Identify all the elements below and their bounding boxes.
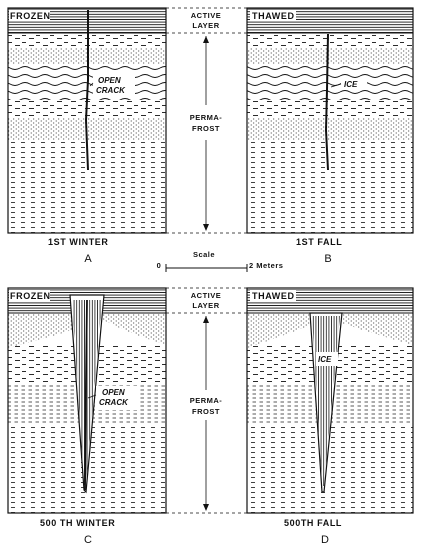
panel-d-crack-label: ICE bbox=[318, 355, 332, 364]
center-top-active-2: LAYER bbox=[192, 21, 220, 30]
scale-min: 0 bbox=[156, 261, 162, 270]
panel-b-caption: 1ST FALL bbox=[296, 237, 343, 247]
panel-a-crack-label-1: OPEN bbox=[98, 76, 121, 85]
center-top-active-1: ACTIVE bbox=[190, 11, 222, 20]
panel-d-surface-label: THAWED bbox=[252, 291, 295, 301]
center-top-permafrost-2: FROST bbox=[192, 124, 220, 133]
scale-bar bbox=[166, 264, 247, 272]
panel-c-crack-label-1: OPEN bbox=[102, 388, 125, 397]
panel-b-letter: B bbox=[324, 253, 332, 265]
panel-a-caption: 1ST WINTER bbox=[48, 237, 109, 247]
panel-c-letter: C bbox=[84, 534, 92, 546]
panel-a bbox=[8, 8, 166, 233]
panel-d bbox=[247, 288, 413, 513]
panel-c-caption: 500 TH WINTER bbox=[40, 518, 116, 528]
scale-max: 2 Meters bbox=[249, 261, 284, 270]
panel-b-surface-label: THAWED bbox=[252, 11, 295, 21]
center-top-permafrost-1: PERMA- bbox=[189, 113, 223, 122]
panel-a-surface-label: FROZEN bbox=[10, 11, 51, 21]
center-bottom-permafrost-2: FROST bbox=[192, 407, 220, 416]
panel-b-crack-label: ICE bbox=[344, 80, 358, 89]
panel-c-crack-label-2: CRACK bbox=[99, 398, 128, 407]
center-bottom-active-2: LAYER bbox=[192, 301, 220, 310]
scale-title: Scale bbox=[192, 250, 216, 259]
center-bottom-active-1: ACTIVE bbox=[190, 291, 222, 300]
panel-c bbox=[8, 288, 166, 513]
center-bottom-permafrost-1: PERMA- bbox=[189, 396, 223, 405]
panel-d-letter: D bbox=[321, 534, 329, 546]
panel-c-surface-label: FROZEN bbox=[10, 291, 51, 301]
panel-d-caption: 500TH FALL bbox=[284, 518, 343, 528]
panel-a-letter: A bbox=[84, 253, 92, 265]
panel-b bbox=[247, 8, 413, 233]
panel-a-crack-label-2: CRACK bbox=[96, 86, 125, 95]
